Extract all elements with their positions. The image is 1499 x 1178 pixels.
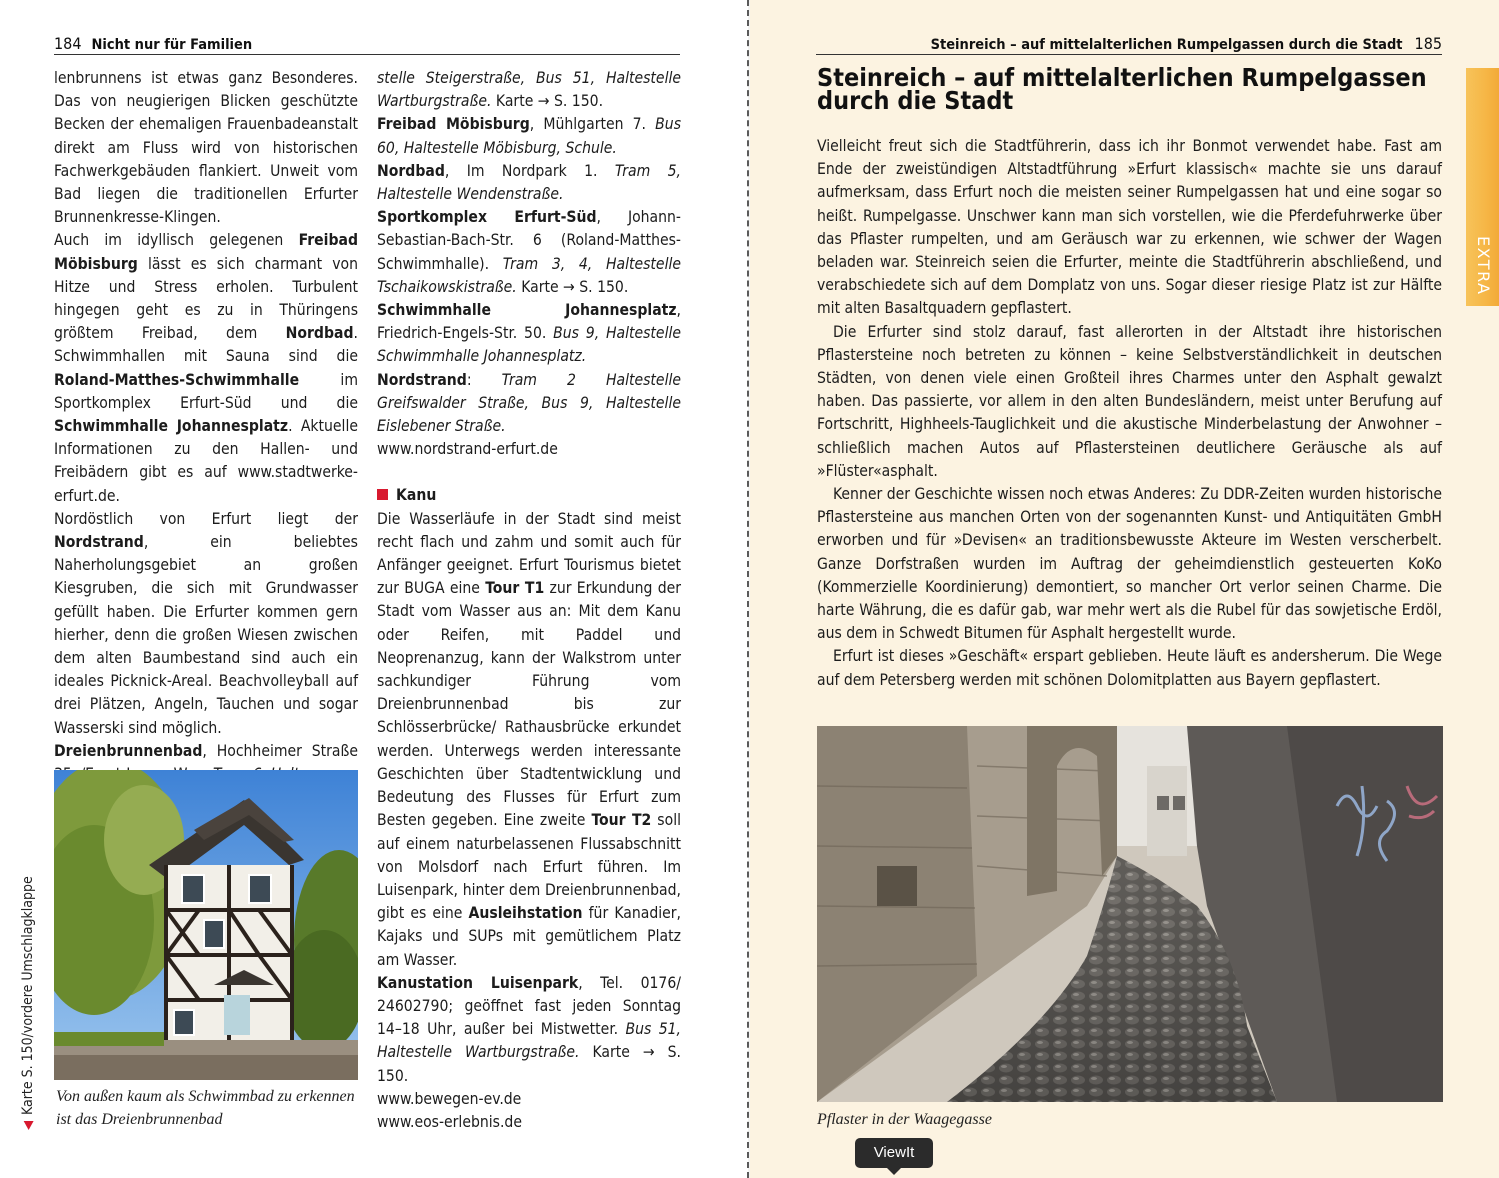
running-head-left <box>54 34 680 55</box>
paragraph: Erfurt ist dieses »Geschäft« erspart geblieben. Heute läuft es andersherum. Die Wege auf dem Petersberg werden mit schönen Dolomitplatten aus Bayern gepflastert. <box>817 647 1442 689</box>
article-title: Steinreich – auf mittelalterlichen Rumpelgassen durch die Stadt <box>817 63 1427 115</box>
paragraph: Auch im idyllisch gelegenen Freibad Möbisburg lässt es sich charmant von Hitze und Stress erholen. Turbulent hingegen geht es zu in Thüringens größtem Freibad, dem Nordbad. Schwimmhallen mit Sauna sind die Roland-Matthes-Schwimmhalle im Sportkomplex Erfurt-Süd und die Schwimmhalle Johannesplatz. Aktuelle Informationen zu den Hallen- und Freibädern gibt es auf www.stadtwerke-erfurt.de. <box>54 231 358 505</box>
photo-caption-left: Von außen kaum als Schwimmbad zu erkennen ist das Dreienbrunnenbad <box>56 1088 355 1128</box>
text-column-2 <box>377 67 681 1134</box>
web-link[interactable]: www.nordstrand-erfurt.de <box>377 440 558 459</box>
photo-waagegasse <box>817 726 1443 1102</box>
paragraph: Kenner der Geschichte wissen noch etwas Anderes: Zu DDR-Zeiten wurden historische Pflastersteine aus manchen Orten von der sogenannten Kunst- und Antiquitäten GmbH erworben und für »Devisen« an traditionsbewusste Akteure im Westen verscherbelt. Ganze Dorfstraßen wurden im Auftrag der geheimdienstlich gesteuerten KoKo (Kommerzielle Koordinierung) demontiert, so mancher Ort verlor seinen Charme. Die harte Währung, die es dafür gab, war mehr wert als die Rubel für das sowjetische Erdöl, aus dem in Schwedt Bitumen für Asphalt hergestellt wurde. <box>817 485 1442 643</box>
paragraph: Die Wasserläufe in der Stadt sind meist recht flach und zahm und somit auch für Anfänger geeignet. Erfurt Tourismus bietet zur BUGA eine Tour T1 zur Erkundung der Stadt vom Wasser aus an: Mit dem Kanu oder Reifen, mit Paddel und Neoprenanzug, kann der Walkstrom unter sachkundiger Führung vom Dreienbrunnenbad bis zur Schlösserbrücke/ Rathausbrücke erkundet werden. Unterwegs werden interessante Geschichten über Stadtentwicklung und Bedeutung des Flusses für Erfurt zum Besten gegeben. Eine zweite Tour T2 soll auf einem naturbelassenen Flussabschnitt von Molsdorf nach Erfurt führen. Im Luisenpark, hinter dem Dreienbrunnenbad, gibt es eine Ausleihstation für Kanadier, Kajaks und SUPs mit gemütlichem Platz am Wasser. <box>377 509 682 969</box>
info-entry: stelle Steigerstraße, Bus 51, Haltestelle Wartburgstraße. Karte → S. 150. <box>377 69 681 111</box>
info-entry: Schwimmhalle Johannesplatz, Friedrich-Engels-Str. 50. Bus 9, Haltestelle Schwimmhalle Johannesplatz. <box>377 301 681 366</box>
running-head-right <box>816 34 1442 55</box>
paragraph: Dreienbrunnenbad, Hochheimer Straße <box>54 741 358 760</box>
info-entry: Nordbad, Im Nordpark 1. Tram 5, Haltestelle Wendenstraße. <box>377 161 681 204</box>
article-body <box>817 135 1442 692</box>
right-page: Steinreich – auf mittelalterlichen Rumpelgassen durch die Stadt 185 Steinreich – auf mittelalterlichen Rumpelgassen durch die Stadt Vielleicht freut sich die Stadtführerin, dass ich ihr Bonmot verwendet habe. Fast am Ende der zweistündigen Altstadtführung »Erfurt klassisch« machte sie uns darauf aufmerksam, dass Erfurt noch die meisten seiner Rumpelgassen hat und eine sogar so heißt. Rumpelgasse. Unschwer kann man sich vorstellen, wie die Pferdefuhrwerke über das Pflaster rumpelten, und am Geräusch war zu erkennen, wie schwer der Wagen beladen war. Steinreich seien die Erfurter, meinte die Stadtführerin abschließend, und verabschiedete sich auf dem Domplatz von uns. Sogar dieser riesige Platz ist zur Hälfte mit alten Basaltquadern gepflastert. Die Erfurter sind stolz darauf, fast allerorten in der Altstadt ihre historischen Pflastersteine noch betreten zu können – keine Selbstverständlichkeit in deutschen Städten, von denen viele einen Großteil ihres Charmes unter den Asphalt gewalzt haben. Das passierte, vor allem in den alten Bundesländern, meist unter Berufung auf Fortschritt, Highheels-Tauglichkeit und die akustische Minderbelastung der Anwohner – schließlich machen Autos auf Pflastersteinen deutlichere Geräusche als auf »Flüster«asphalt. Kenner der Geschichte wissen noch etwas Anderes: Zu DDR-Zeiten wurden historische Pflastersteine aus manchen Orten von der sogenannten Kunst- und Antiquitäten GmbH erworben und für »Devisen« an traditionsbewusste Akteure im Westen verscherbelt. Ganze Dorfstraßen wurden im Auftrag der geheimdienstlich gesteuerten KoKo (Kommerzielle Koordinierung) demontiert, so mancher Ort verlor seinen Charme. Die harte Währung, die es dafür gab, war mehr wert als die Rubel für das sowjetische Erdöl, aus dem in Schwedt Bitumen für Asphalt hergestellt wurde. Erfurt ist dieses »Geschäft« erspart geblieben. Heute läuft es andersherum. Die Wege auf dem Petersberg werden mit schönen Dolomitplatten aus Bayern gepflastert. Pflaster in der Waagegasse EXTRA <box>750 0 1499 1178</box>
photo-caption-right: Pflaster in der Waagegasse <box>817 1111 992 1128</box>
section-heading-kanu: Kanu <box>377 484 681 507</box>
paragraph: lenbrunnens ist etwas ganz Besonderes. Das von neugierigen Blicken geschützte Becken der ehemaligen Frauenbadeanstalt direkt am Fluss wird von historischen Fachwerkgebäuden flankiert. Unweit vom Bad liegen die traditionellen Erfurter Brunnenkresse-Klingen. <box>54 69 358 227</box>
paragraph: Nordöstlich von Erfurt liegt der Nordstrand, ein beliebtes Naherholungsgebiet an großen Kiesgruben, die sich mit Grundwasser gefüllt haben. Die Erfurter kommen gern hierher, denn die großen Wiesen zwischen dem alten Baumbestand sind auch ein ideales Picknick-Areal. Beachvolleyball auf drei Plätzen, Angeln, Tauchen und sogar Wasserski sind möglich. <box>54 509 358 737</box>
running-head-title-left: Nicht nur für Familien <box>91 37 253 53</box>
photo-dreienbrunnenbad <box>54 770 358 1080</box>
info-entry: Sportkomplex Erfurt-Süd, Johann-Sebastian-Bach-Str. 6 (Roland-Matthes-Schwimmhalle). Tram 3, 4, Haltestelle Tschaikowskistraße. Karte → S. 150. <box>377 208 681 296</box>
text-column-1 <box>54 67 358 786</box>
paragraph: Die Erfurter sind stolz darauf, fast allerorten in der Altstadt ihre historischen Pflastersteine noch betreten zu können – keine Selbstverständlichkeit in deutschen Städten, von denen viele einen Großteil ihres Charmes unter den Asphalt gewalzt haben. Das passierte, vor allem in den alten Bundesländern, meist unter Berufung auf Fortschritt, Highheels-Tauglichkeit und die akustische Minderbelastung der Anwohner – schließlich machen Autos auf Pflastersteinen deutlichere Geräusche als auf »Flüster«asphalt. <box>817 322 1442 480</box>
info-entry: Freibad Möbisburg, Mühlgarten 7. Bus 60, Haltestelle Möbisburg, Schule. <box>377 115 681 157</box>
info-entry: Nordstrand: Tram 2 Haltestelle Greifswalder Straße, Bus 9, Haltestelle Eislebener Straße. <box>377 370 681 436</box>
paragraph: Vielleicht freut sich die Stadtführerin, dass ich ihr Bonmot verwendet habe. Fast am Ende der zweistündigen Altstadtführung »Erfurt klassisch« machte sie uns darauf aufmerksam, dass Erfurt noch die meisten seiner Rumpelgassen hat und eine sogar so heißt. Rumpelgasse. Unschwer kann man sich vorstellen, wie die Pferdefuhrwerke über das Pflaster rumpelten, und am Geräusch war zu erkennen, wie schwer der Wagen beladen war. Steinreich seien die Erfurter, meinte die Stadtführerin abschließend, und verabschiedete sich auf dem Domplatz von uns. Sogar dieser riesige Platz ist zur Hälfte mit alten Basaltquadern gepflastert. <box>817 137 1442 318</box>
web-link[interactable]: www.eos-erlebnis.de <box>377 1112 522 1131</box>
running-head-title-right: Steinreich – auf mittelalterlichen Rumpelgassen durch die Stadt <box>930 37 1403 53</box>
info-entry: Kanustation Luisenpark, Tel. 0176/ 24602790; geöffnet fast jeden Sonntag 14–18 Uhr, außer bei Mistwetter. Bus 51, Haltestelle Wartburgstraße. Karte → S. 150. <box>377 973 681 1085</box>
web-link[interactable]: www.bewegen-ev.de <box>377 1089 522 1108</box>
viewit-badge[interactable]: ViewIt <box>855 1138 933 1168</box>
page-number-left: 184 <box>54 34 82 53</box>
margin-map-note: ◀Karte S. 150/vordere Umschlagklappe <box>20 876 36 1130</box>
triangle-pointer-icon: ◀ <box>21 1121 36 1130</box>
left-page <box>0 0 748 1178</box>
page-number-right: 185 <box>1414 34 1442 53</box>
page-divider <box>747 0 749 1178</box>
tooltip-pointer-icon <box>887 1168 901 1175</box>
red-square-icon <box>377 489 388 500</box>
